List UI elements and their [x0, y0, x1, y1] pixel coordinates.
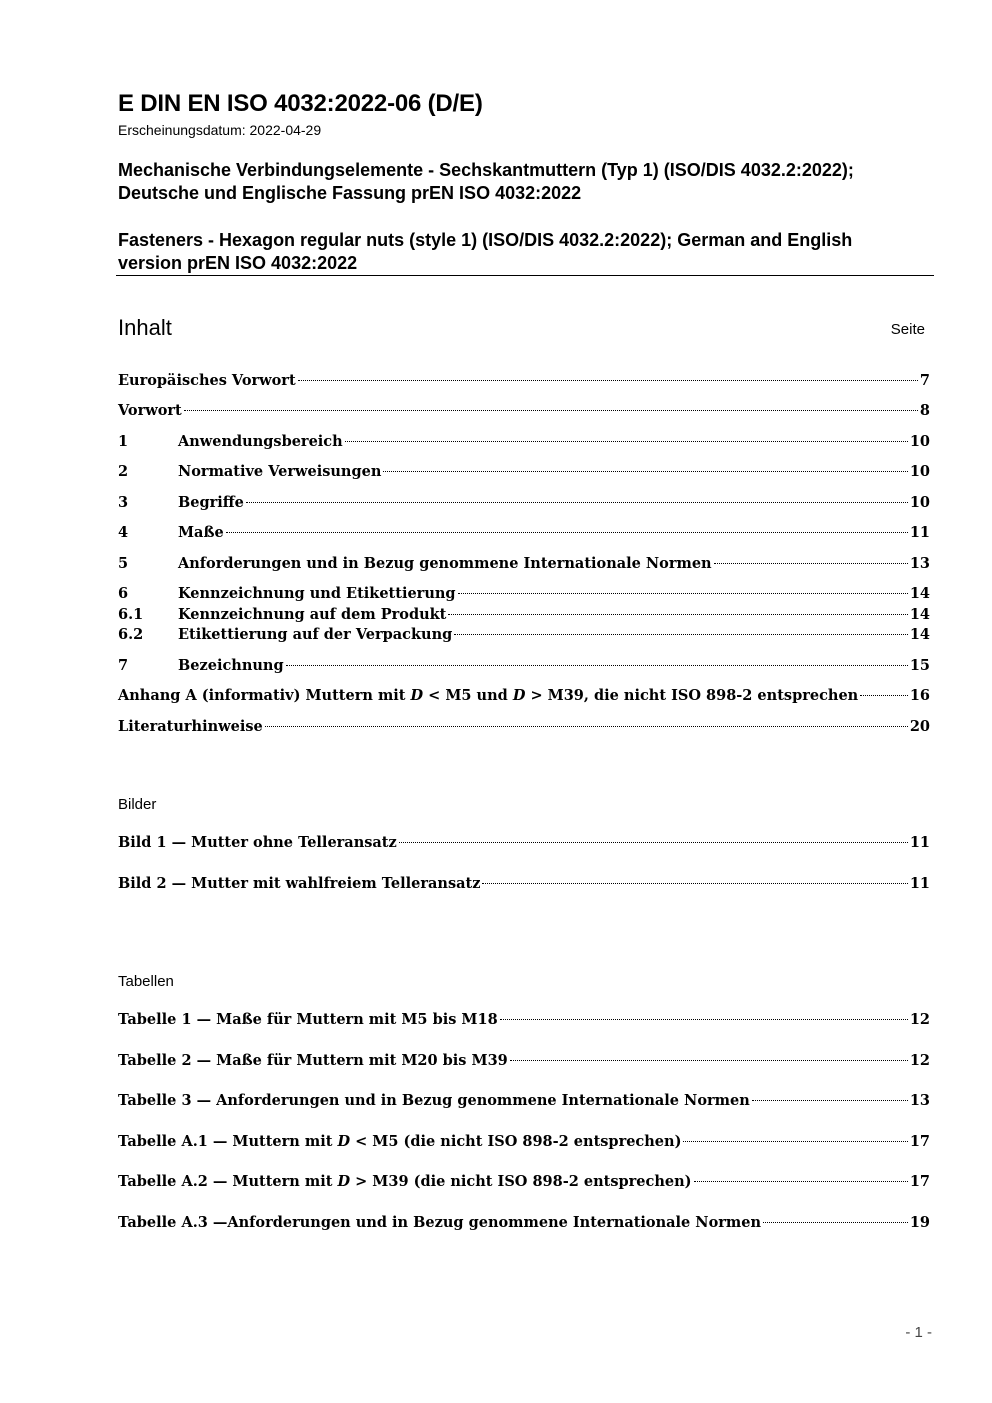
figure-entry-2[interactable] — [118, 875, 930, 895]
table-entry-text: Tabelle A.1 — Muttern mit D < M5 (die nicht ISO 898-2 entsprechen) — [118, 1133, 682, 1150]
dot-leader — [246, 501, 908, 503]
dot-leader — [399, 841, 908, 843]
toc-entry-6[interactable] — [118, 585, 930, 605]
figure-entry-page: 11 — [909, 834, 930, 851]
toc-entry-text: Literaturhinweise — [118, 718, 263, 735]
dot-leader — [763, 1221, 908, 1223]
toc-entry-text: Bezeichnung — [178, 657, 284, 674]
table-entry-2[interactable] — [118, 1052, 930, 1072]
title-english: Fasteners - Hexagon regular nuts (style 1) (ISO/DIS 4032.2:2022); German and English version prEN ISO 4032:2022 — [118, 230, 853, 273]
page-number: - 1 - — [905, 1324, 932, 1341]
toc-page-label: Seite — [890, 321, 925, 338]
dot-leader — [683, 1140, 907, 1142]
dot-leader — [265, 725, 908, 727]
toc-entry-text: Normative Verweisungen — [178, 463, 382, 480]
table-entry-page: 13 — [909, 1092, 930, 1109]
dot-leader — [226, 531, 908, 533]
toc-entry-text: Etikettierung auf der Verpackung — [178, 626, 453, 643]
toc-entry-page: 15 — [909, 657, 930, 674]
toc-entry-europaeisches-vorwort[interactable] — [118, 372, 930, 392]
table-entry-a2[interactable] — [118, 1173, 930, 1193]
toc-entry-number: 6 — [118, 585, 129, 602]
title-german: Mechanische Verbindungselemente - Sechskantmuttern (Typ 1) (ISO/DIS 4032.2:2022); Deutsche und Englische Fassung prEN ISO 4032:2022 — [118, 160, 854, 203]
toc-entry-text: Kennzeichnung auf dem Produkt — [178, 606, 447, 623]
toc-entry-text: Anforderungen und in Bezug genommene Internationale Normen — [178, 555, 712, 572]
dot-leader — [383, 470, 907, 472]
toc-entry-5[interactable] — [118, 555, 930, 575]
toc-entry-text: Anwendungsbereich — [178, 433, 343, 450]
dot-leader — [458, 592, 908, 594]
table-entry-1[interactable] — [118, 1011, 930, 1031]
toc-entry-number: 3 — [118, 494, 129, 511]
toc-entry-anhang-a[interactable] — [118, 687, 930, 707]
toc-entry-page: 14 — [909, 606, 930, 623]
table-entry-page: 17 — [909, 1173, 930, 1190]
toc-entry-page: 10 — [909, 463, 930, 480]
tables-heading: Tabellen — [118, 973, 174, 990]
toc-entry-number: 1 — [118, 433, 129, 450]
dot-leader — [714, 562, 908, 564]
toc-entry-page: 10 — [909, 494, 930, 511]
toc-entry-page: 14 — [909, 585, 930, 602]
toc-entry-number: 7 — [118, 657, 129, 674]
document-title: E DIN EN ISO 4032:2022-06 (D/E) — [118, 90, 483, 117]
toc-entry-3[interactable] — [118, 494, 930, 514]
dot-leader — [752, 1099, 908, 1101]
toc-entry-text: Maße — [178, 524, 224, 541]
toc-entry-6-1[interactable] — [118, 606, 930, 626]
table-entry-a1[interactable] — [118, 1133, 930, 1153]
toc-entry-4[interactable] — [118, 524, 930, 544]
table-entry-text: Tabelle 2 — Maße für Muttern mit M20 bis M39 — [118, 1052, 508, 1069]
table-entry-text: Tabelle A.3 —Anforderungen und in Bezug genommene Internationale Normen — [118, 1214, 761, 1231]
publication-date: Erscheinungsdatum: 2022-04-29 — [118, 122, 322, 138]
toc-entry-number: 4 — [118, 524, 129, 541]
toc-entry-number: 5 — [118, 555, 129, 572]
toc-entry-number: 6.1 — [118, 606, 144, 623]
toc-entry-1[interactable] — [118, 433, 930, 453]
dot-leader — [298, 379, 918, 381]
dot-leader — [860, 694, 908, 696]
table-entry-text: Tabelle 3 — Anforderungen und in Bezug genommene Internationale Normen — [118, 1092, 750, 1109]
toc-heading: Inhalt — [118, 315, 172, 340]
toc-entry-text: Begriffe — [178, 494, 244, 511]
figure-entry-text: Bild 2 — Mutter mit wahlfreiem Telleransatz — [118, 875, 481, 892]
figures-heading: Bilder — [118, 796, 157, 813]
toc-entry-text: Europäisches Vorwort — [118, 372, 296, 389]
toc-entry-text: Kennzeichnung und Etikettierung — [178, 585, 456, 602]
toc-entry-6-2[interactable] — [118, 626, 930, 646]
dot-leader — [500, 1018, 908, 1020]
toc-entry-number: 6.2 — [118, 626, 144, 643]
dot-leader — [286, 664, 908, 666]
table-entry-text: Tabelle A.2 — Muttern mit D > M39 (die nicht ISO 898-2 entsprechen) — [118, 1173, 692, 1190]
toc-entry-7[interactable] — [118, 657, 930, 677]
table-entry-a3[interactable] — [118, 1214, 930, 1234]
toc-entry-page: 8 — [919, 402, 930, 419]
toc-entry-page: 11 — [909, 524, 930, 541]
toc-entry-page: 7 — [919, 372, 930, 389]
toc-entry-page: 13 — [909, 555, 930, 572]
dot-leader — [448, 613, 907, 615]
header-divider — [116, 275, 934, 276]
dot-leader — [694, 1180, 908, 1182]
dot-leader — [345, 440, 908, 442]
figure-entry-1[interactable] — [118, 834, 930, 854]
table-entry-3[interactable] — [118, 1092, 930, 1112]
table-entry-page: 19 — [909, 1214, 930, 1231]
figure-entry-text: Bild 1 — Mutter ohne Telleransatz — [118, 834, 397, 851]
table-entry-page: 12 — [909, 1011, 930, 1028]
toc-entry-literaturhinweise[interactable] — [118, 718, 930, 738]
dot-leader — [454, 633, 908, 635]
dot-leader — [510, 1059, 908, 1061]
dot-leader — [184, 409, 918, 411]
toc-entry-2[interactable] — [118, 463, 930, 483]
toc-entry-page: 16 — [909, 687, 930, 704]
toc-entry-text: Vorwort — [118, 402, 182, 419]
toc-entry-page: 10 — [909, 433, 930, 450]
table-entry-text: Tabelle 1 — Maße für Muttern mit M5 bis M18 — [118, 1011, 498, 1028]
toc-entry-text: Anhang A (informativ) Muttern mit D < M5 und D > M39, die nicht ISO 898-2 entsprechen — [118, 687, 859, 704]
toc-entry-page: 20 — [909, 718, 930, 735]
dot-leader — [482, 882, 907, 884]
toc-entry-number: 2 — [118, 463, 129, 480]
toc-entry-vorwort[interactable] — [118, 402, 930, 422]
toc-entry-page: 14 — [909, 626, 930, 643]
table-entry-page: 17 — [909, 1133, 930, 1150]
table-entry-page: 12 — [909, 1052, 930, 1069]
figure-entry-page: 11 — [909, 875, 930, 892]
